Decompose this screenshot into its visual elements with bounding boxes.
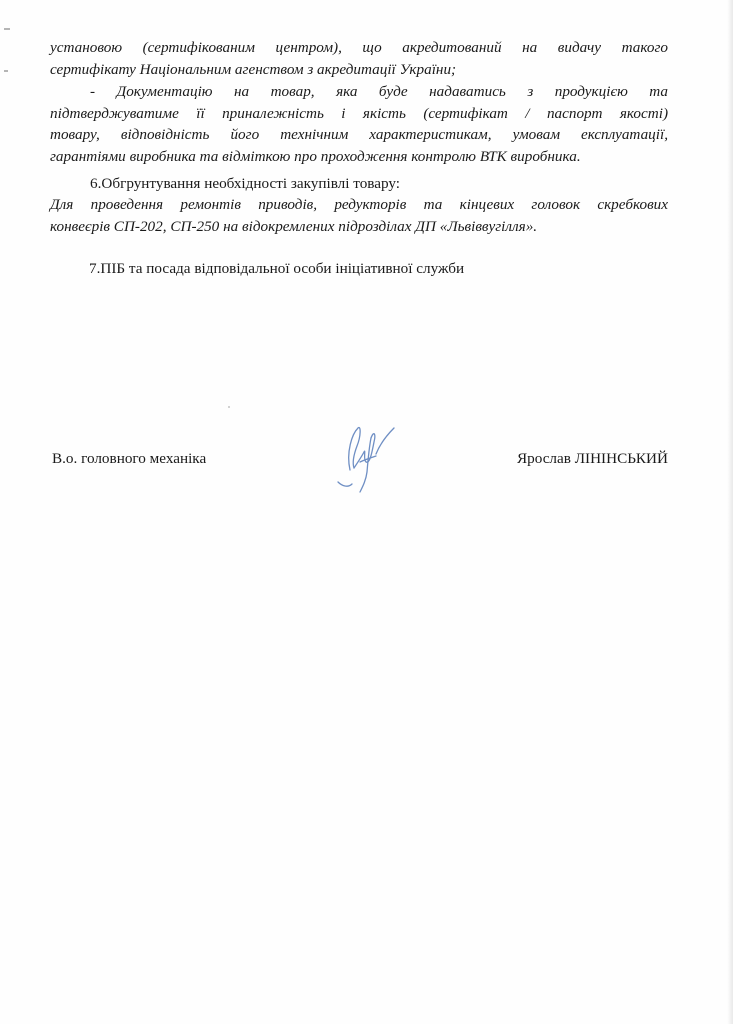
signatory-name: Ярослав ЛІНІНСЬКИЙ bbox=[517, 450, 668, 467]
handwritten-signature bbox=[330, 412, 402, 502]
text-line: гарантіями виробника та відміткою про проходження контролю ВТК виробника. bbox=[50, 147, 581, 165]
section-6-heading: 6.Обгрунтування необхідності закупівлі товару: bbox=[90, 175, 401, 192]
text-line: сертифікату Національним агенством з акредитації України; bbox=[50, 60, 457, 78]
section-6-body bbox=[50, 194, 668, 237]
text-line: установою (сертифікованим центром), що акредитований на видачу такого bbox=[50, 39, 668, 56]
paragraph-documentation bbox=[50, 81, 668, 167]
scan-artifact bbox=[4, 28, 10, 30]
paragraph-certification bbox=[50, 37, 668, 80]
text-line: конвеєрів СП-202, СП-250 на відокремлених підрозділах ДП «Львіввугілля». bbox=[50, 217, 538, 235]
scan-speck bbox=[228, 406, 230, 408]
text-line: підтверджуватиме її приналежність і якість (сертифікат / паспорт якості) bbox=[50, 104, 668, 122]
text-line: Для проведення ремонтів приводів, редукторів та кінцевих головок скребкових bbox=[50, 196, 668, 213]
signatory-position: В.о. головного механіка bbox=[52, 450, 207, 467]
text-line: - Документацію на товар, яка буде надаватись з продукцією та bbox=[90, 83, 668, 100]
section-7-heading: 7.ПІБ та посада відповідальної особи ініціативної служби bbox=[89, 260, 465, 277]
scan-edge-shadow bbox=[727, 0, 733, 1024]
scan-artifact bbox=[4, 70, 8, 72]
text-line: товару, відповідність його технічним характеристикам, умовам експлуатації, bbox=[50, 126, 668, 143]
